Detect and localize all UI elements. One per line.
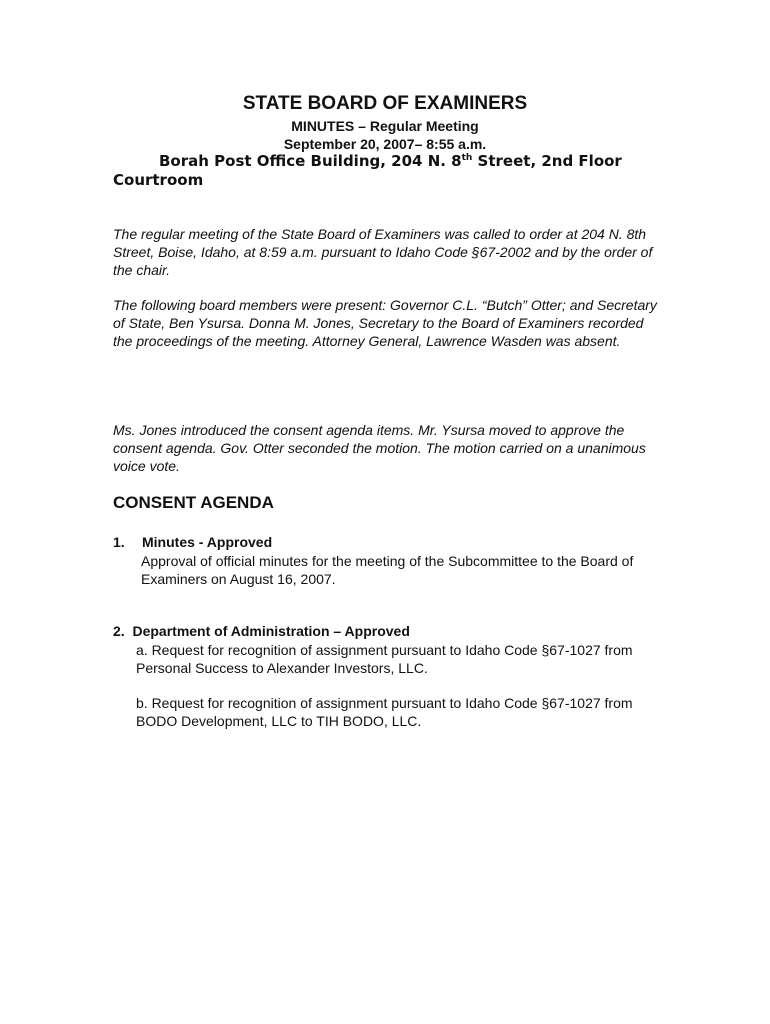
agenda-item-1-number: 1.: [113, 534, 125, 550]
document-subtitle: MINUTES – Regular Meeting: [291, 118, 479, 134]
paragraph-attendance: The following board members were present: Governor C.L. “Butch” Otter; and Secretary of State, Ben Ysursa. Donna M. Jones, Secretary to the Board of Examiners recorded the proceedings of the meeting. Attorney General, Lawrence Wasden was absent.: [113, 297, 657, 349]
paragraph-consent-motion: Ms. Jones introduced the consent agenda items. Mr. Ysursa moved to approve the consent agenda. Gov. Otter seconded the motion. The motion carried on a unanimous voice vote.: [113, 422, 646, 474]
meeting-location: [113, 152, 653, 190]
agenda-item-1-heading: [113, 534, 272, 550]
document-title: STATE BOARD OF EXAMINERS: [242, 93, 528, 114]
meeting-date: September 20, 2007– 8:55 a.m.: [283, 136, 487, 152]
location-rest: Street, 2nd Floor Courtroom: [113, 152, 622, 189]
agenda-item-2-title: Department of Administration – Approved: [132, 623, 410, 639]
agenda-item-2-number: 2.: [113, 623, 125, 639]
location-main: Borah Post Office Building, 204 N. 8: [159, 152, 462, 170]
agenda-item-2b-detail: b. Request for recognition of assignment pursuant to Idaho Code §67-1027 from BODO Development, LLC to TIH BODO, LLC.: [136, 695, 633, 729]
agenda-item-1-detail: Approval of official minutes for the meeting of the Subcommittee to the Board of Examiners on August 16, 2007.: [141, 553, 634, 587]
agenda-item-2a-detail: a. Request for recognition of assignment pursuant to Idaho Code §67-1027 from Personal Success to Alexander Investors, LLC.: [136, 642, 633, 676]
paragraph-call-to-order: The regular meeting of the State Board of Examiners was called to order at 204 N. 8th Street, Boise, Idaho, at 8:59 a.m. pursuant to Idaho Code §67-2002 and by the order of the chair.: [113, 226, 653, 278]
location-superscript: th: [461, 153, 473, 163]
agenda-item-2-heading: [113, 623, 410, 639]
consent-agenda-heading: CONSENT AGENDA: [113, 493, 274, 512]
agenda-item-1-title: Minutes - Approved: [142, 534, 273, 550]
